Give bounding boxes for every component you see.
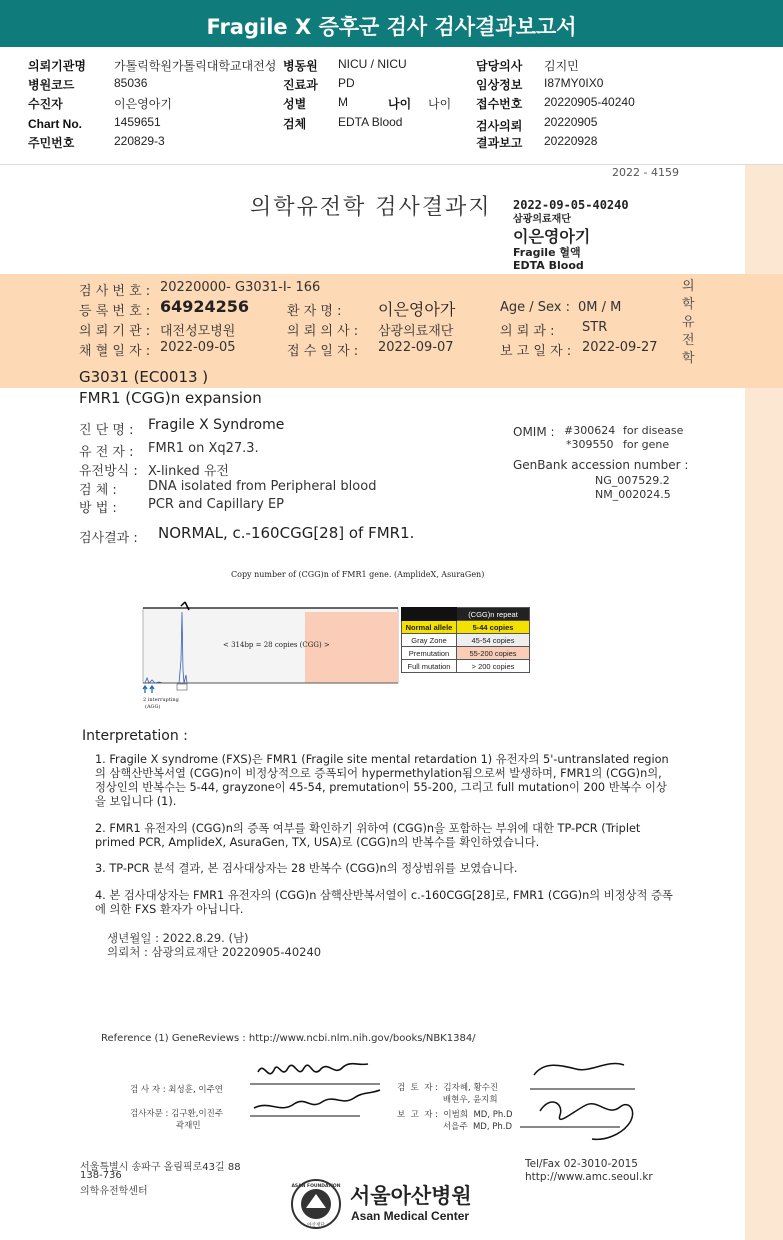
report-date-2: 2022-09-27 xyxy=(582,340,658,355)
clinical-label: 임상정보 xyxy=(476,78,523,92)
report-date: 20220928 xyxy=(544,134,598,148)
test-name: FMR1 (CGG)n expansion xyxy=(79,389,262,407)
req-org-label: 의 뢰 기 관 : xyxy=(79,324,151,339)
resident-label: 주민번호 xyxy=(28,136,75,150)
stamp-test: Fragile 혈액 xyxy=(513,246,581,259)
row-gray-value: 45-54 copies xyxy=(457,634,530,647)
gene: FMR1 on Xq27.3. xyxy=(148,441,259,456)
logo-en: Asan Medical Center xyxy=(351,1209,470,1223)
electropherogram xyxy=(135,600,400,712)
reporter: 보 고 자 : 이범희 MD, Ph.D 서을주 MD, Ph.D xyxy=(397,1110,513,1132)
address-3: 의학유전학센터 xyxy=(80,1186,148,1197)
req-dept: STR xyxy=(582,320,608,335)
req-doc-label: 의 뢰 의 사 : xyxy=(287,324,359,339)
cgg-header: (CGG)n repeat xyxy=(457,608,530,621)
logo-kr: 서울아산병원 xyxy=(350,1184,472,1208)
interp-2: 2. FMR1 유전자의 (CGG)n의 증폭 여부를 확인하기 위하여 (CGG)n을 포함하는 부위에 대한 TP-PCR (Triplet primed PCR, AmplideX, AsuraGen, TX, USA)로 (CGG)n의 반복수를 확인하였습니다. xyxy=(95,822,641,849)
dept-label: 진료과 xyxy=(283,78,318,92)
inherit-label: 유전방식 : xyxy=(79,464,138,479)
omim-2-for: for gene xyxy=(623,438,670,451)
specimen: EDTA Blood xyxy=(338,115,403,129)
pt-name: 이은영아가 xyxy=(378,300,456,319)
result-label: 검사결과 : xyxy=(79,531,138,546)
diag-label: 진 단 명 : xyxy=(79,423,134,438)
tel-fax: Tel/Fax 02-3010-2015 xyxy=(525,1158,638,1170)
ordering-org: 가톨릭학원가톨릭대학교대전성 xyxy=(114,59,277,73)
patient: 이은영아기 xyxy=(114,97,172,111)
referrer: 의뢰처 : 삼광의료재단 20220905-40240 xyxy=(107,945,322,959)
specimen-label-2: 검 체 : xyxy=(79,483,117,498)
collect-date: 2022-09-05 xyxy=(160,340,236,355)
patient-label: 수진자 xyxy=(28,97,63,111)
age: 나이 xyxy=(428,97,452,111)
signature-reviewer xyxy=(520,1055,650,1150)
ward: NICU / NICU xyxy=(338,57,407,71)
specimen-2: DNA isolated from Peripheral blood xyxy=(148,479,377,494)
test-code: G3031 (EC0013 ) xyxy=(79,368,209,386)
row-full-name: Full mutation xyxy=(402,660,457,673)
method-label: 방 법 : xyxy=(79,501,117,516)
examiner-expert: 검사자문 : 김구환,이진주 곽재민 xyxy=(130,1109,224,1131)
inherit: X-linked 유전 xyxy=(148,464,229,479)
omim-1-for: for disease xyxy=(623,424,684,437)
row-normal-name: Normal allele xyxy=(402,621,457,634)
figure-caption: Copy number of (CGG)n of FMR1 gene. (AmplideX, AsuraGen) xyxy=(231,570,485,579)
interp-3: 3. TP-PCR 분석 결과, 본 검사대상자는 28 반복수 (CGG)n의 정상범위를 보였습니다. xyxy=(95,862,518,875)
exam-no-label: 검 사 번 호 : xyxy=(79,284,151,299)
req-dept-label: 의 뢰 과 : xyxy=(500,324,555,339)
reference: Reference (1) GeneReviews : http://www.ncbi.nlm.nih.gov/books/NBK1384/ xyxy=(101,1033,476,1044)
doctor-label: 담당의사 xyxy=(476,59,523,73)
sex: M xyxy=(338,95,348,109)
report-title: Fragile X 증후군 검사 검사결과보고서 xyxy=(0,0,783,47)
seal-text: ASAN FOUNDATION xyxy=(291,1184,341,1189)
agg-arrow-icon xyxy=(143,686,154,693)
reg-no: 64924256 xyxy=(160,297,250,316)
method: PCR and Capillary EP xyxy=(148,497,284,512)
hosp-code: 85036 xyxy=(114,76,148,90)
doctor: 김지민 xyxy=(544,59,579,73)
signature-examiner xyxy=(250,1050,390,1130)
req-org: 대전성모병원 xyxy=(160,324,236,339)
row-normal-value: 5-44 copies xyxy=(457,621,530,634)
receipt: 20220905-40240 xyxy=(544,95,635,109)
pt-name-label: 환 자 명 : xyxy=(287,304,342,319)
ward-label: 병동원 xyxy=(283,59,318,73)
genbank-label: GenBank accession number : xyxy=(513,458,689,472)
side-label: 의 학 유 전 학 xyxy=(682,279,695,366)
row-gray-name: Gray Zone xyxy=(402,634,457,647)
chart-label: Chart No. xyxy=(28,117,82,131)
chart: 1459651 xyxy=(114,115,161,129)
exam-no: 20220000- G3031-I- 166 xyxy=(160,280,321,295)
stamp-name: 이은영아기 xyxy=(513,227,591,246)
interp-title: Interpretation : xyxy=(82,728,188,744)
address-1: 서울특별시 송파구 올림픽로43길 88 xyxy=(80,1162,241,1173)
row-premut-value: 55-200 copies xyxy=(457,647,530,660)
hosp-code-label: 병원코드 xyxy=(28,78,75,92)
peak-label: < 314bp = 28 copies (CGG) > xyxy=(223,641,330,649)
address-2: 138-736 xyxy=(80,1170,122,1181)
peak-marker xyxy=(177,684,187,690)
sex-label: 성별 xyxy=(283,97,307,111)
agesex: 0M / M xyxy=(578,300,622,315)
ordering-org-label: 의뢰기관명 xyxy=(28,59,86,73)
accept-label: 접 수 일 자 : xyxy=(287,344,359,359)
clinical: I87MY0IX0 xyxy=(544,76,604,90)
result: NORMAL, c.-160CGG[28] of FMR1. xyxy=(158,524,415,542)
stamp-specimen: EDTA Blood xyxy=(513,259,584,272)
birth-date: 생년월일 : 2022.8.29. (남) xyxy=(107,931,249,945)
examiner: 검 사 자 : 최성훈, 이주연 xyxy=(130,1085,223,1095)
stamp-id: 2022-09-05-40240 xyxy=(513,198,629,212)
resident: 220829-3 xyxy=(114,134,165,148)
age-label: 나이 xyxy=(388,97,412,111)
report-label: 보 고 일 자 : xyxy=(500,344,572,359)
patient-band-side xyxy=(745,274,783,388)
dept: PD xyxy=(338,76,355,90)
top-corner-number: 2022 - 4159 xyxy=(612,166,679,179)
genbank-2: NM_002024.5 xyxy=(595,488,671,501)
interp-4: 4. 본 검사대상자는 FMR1 유전자의 (CGG)n 삼핵산반복서열이 c.-160CGG[28]로, FMR1 (CGG)n의 비정상적 증폭에 의한 FXS 환자가 아닙니다. xyxy=(95,889,673,916)
row-premut-name: Premutation xyxy=(402,647,457,660)
omim-2: *309550 xyxy=(566,438,614,451)
gene-label: 유 전 자 : xyxy=(79,445,134,460)
genbank-1: NG_007529.2 xyxy=(595,474,670,487)
reg-no-label: 등 록 번 호 : xyxy=(79,304,151,319)
omim-label: OMIM : xyxy=(513,425,555,439)
asan-foundation-seal-icon xyxy=(290,1178,342,1230)
stamp-org: 삼광의료재단 xyxy=(513,214,571,225)
seal-kr: 아산재단 xyxy=(307,1223,325,1228)
header-info xyxy=(0,47,783,165)
report-date-label: 결과보고 xyxy=(476,136,523,150)
agesex-label: Age / Sex : xyxy=(500,300,571,315)
diag: Fragile X Syndrome xyxy=(148,417,285,433)
arrow-note-1: 2 interrupting xyxy=(143,697,179,703)
doc-title: 의학유전학 검사결과지 xyxy=(250,195,492,220)
interp-1: 1. Fragile X syndrome (FXS)은 FMR1 (Fragile site mental retardation 1) 유전자의 5'-untranslated region의 삼핵산반복서열 (CGG)n이 비정상적으로 증폭되어 hypermethylation됨으로써 발생하며, FMR1의 (CGG)n의, 정상인의 반복수는 5-44, grayzone이 45-54, premutation이 55-200, 그리고 full mutation이 200 반복수 이상을 보입니다 (1). xyxy=(95,753,669,808)
row-full-value: > 200 copies xyxy=(457,660,530,673)
website: http://www.amc.seoul.kr xyxy=(525,1171,653,1183)
omim-1: #300624 xyxy=(564,424,616,437)
arrow-note-2: (AGG) xyxy=(145,704,161,710)
specimen-label: 검체 xyxy=(283,117,307,131)
accept-date: 2022-09-07 xyxy=(378,340,454,355)
request-label: 검사의뢰 xyxy=(476,119,523,133)
reviewer: 검 토 자 : 김자혜, 황수진 배현우, 윤지희 xyxy=(397,1083,499,1105)
receipt-label: 접수번호 xyxy=(476,97,523,111)
req-doc: 삼광의료재단 xyxy=(378,324,454,339)
cgg-table xyxy=(401,607,530,673)
request: 20220905 xyxy=(544,115,598,129)
collect-label: 채 혈 일 자 : xyxy=(79,344,151,359)
